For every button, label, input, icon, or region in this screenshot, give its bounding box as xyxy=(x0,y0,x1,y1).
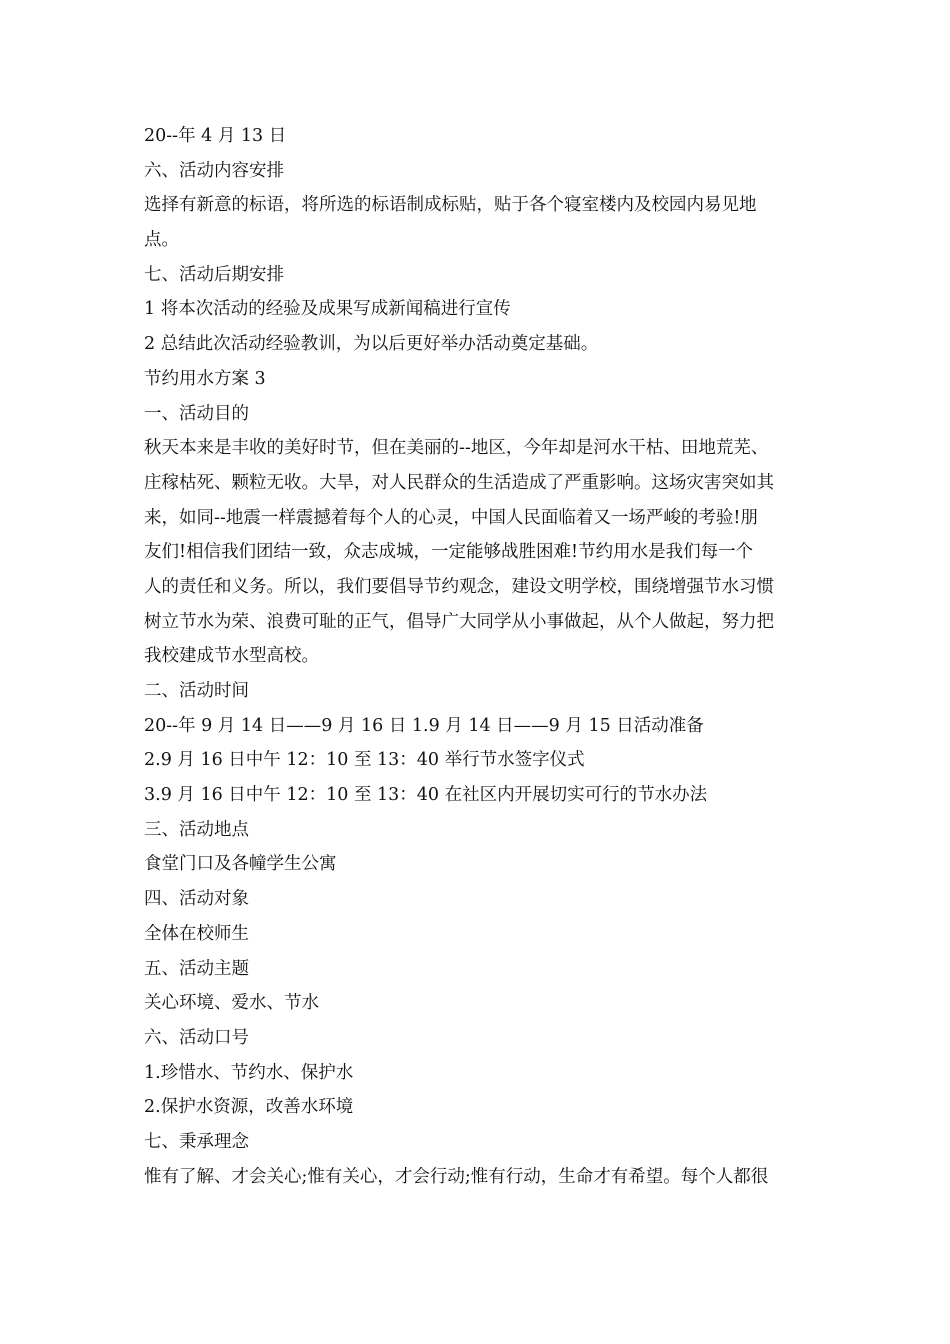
paragraph-line: 来，如同--地震一样震撼着每个人的心灵，中国人民面临着又一场严峻的考验!朋 xyxy=(144,507,758,528)
paragraph-line: 食堂门口及各幢学生公寓 xyxy=(144,854,337,875)
paragraph-line: 庄稼枯死、颗粒无收。大旱，对人民群众的生活造成了严重影响。这场灾害突如其 xyxy=(144,472,774,493)
list-item: 3.9 月 16 日中午 12：10 至 13：40 在社区内开展切实可行的节水办法 xyxy=(144,785,708,806)
list-item: 1 将本次活动的经验及成果写成新闻稿进行宣传 xyxy=(144,299,511,320)
paragraph-line: 点。 xyxy=(144,230,179,251)
list-item: 1.珍惜水、节约水、保护水 xyxy=(144,1062,354,1083)
section-heading: 六、活动内容安排 xyxy=(144,160,284,181)
paragraph-line: 选择有新意的标语，将所选的标语制成标贴，贴于各个寝室楼内及校园内易见地 xyxy=(144,195,757,216)
section-heading: 五、活动主题 xyxy=(144,958,249,979)
list-item: 2.9 月 16 日中午 12：10 至 13：40 举行节水签字仪式 xyxy=(144,750,585,771)
paragraph-line: 全体在校师生 xyxy=(144,923,249,944)
document-body xyxy=(144,119,812,1194)
section-heading: 一、活动目的 xyxy=(144,403,249,424)
list-item: 2 总结此次活动经验教训，为以后更好举办活动奠定基础。 xyxy=(144,334,599,355)
paragraph-line: 人的责任和义务。所以，我们要倡导节约观念，建设文明学校，围绕增强节水习惯 xyxy=(144,576,774,597)
paragraph-line: 秋天本来是丰收的美好时节，但在美丽的--地区，今年却是河水干枯、田地荒芜、 xyxy=(144,438,769,459)
list-item: 20--年 9 月 14 日——9 月 16 日 1.9 月 14 日——9 月 15 日活动准备 xyxy=(144,715,704,736)
paragraph-line: 树立节水为荣、浪费可耻的正气，倡导广大同学从小事做起，从个人做起，努力把 xyxy=(144,611,774,632)
plan-title: 节约用水方案 3 xyxy=(144,368,266,389)
section-heading: 七、活动后期安排 xyxy=(144,264,284,285)
paragraph-line: 惟有了解、才会关心;惟有关心，才会行动;惟有行动，生命才有希望。每个人都很 xyxy=(144,1166,769,1187)
section-heading: 七、秉承理念 xyxy=(144,1131,249,1152)
section-heading: 三、活动地点 xyxy=(144,819,249,840)
section-heading: 二、活动时间 xyxy=(144,681,249,701)
paragraph-line: 友们!相信我们团结一致，众志成城，一定能够战胜困难!节约用水是我们每一个 xyxy=(144,542,754,563)
section-heading: 六、活动口号 xyxy=(144,1027,249,1048)
paragraph-line: 关心环境、爱水、节水 xyxy=(144,993,319,1014)
paragraph-line: 我校建成节水型高校。 xyxy=(144,646,319,667)
list-item: 2.保护水资源，改善水环境 xyxy=(144,1097,354,1118)
section-heading: 四、活动对象 xyxy=(144,889,249,910)
date-line: 20--年 4 月 13 日 xyxy=(144,126,287,146)
